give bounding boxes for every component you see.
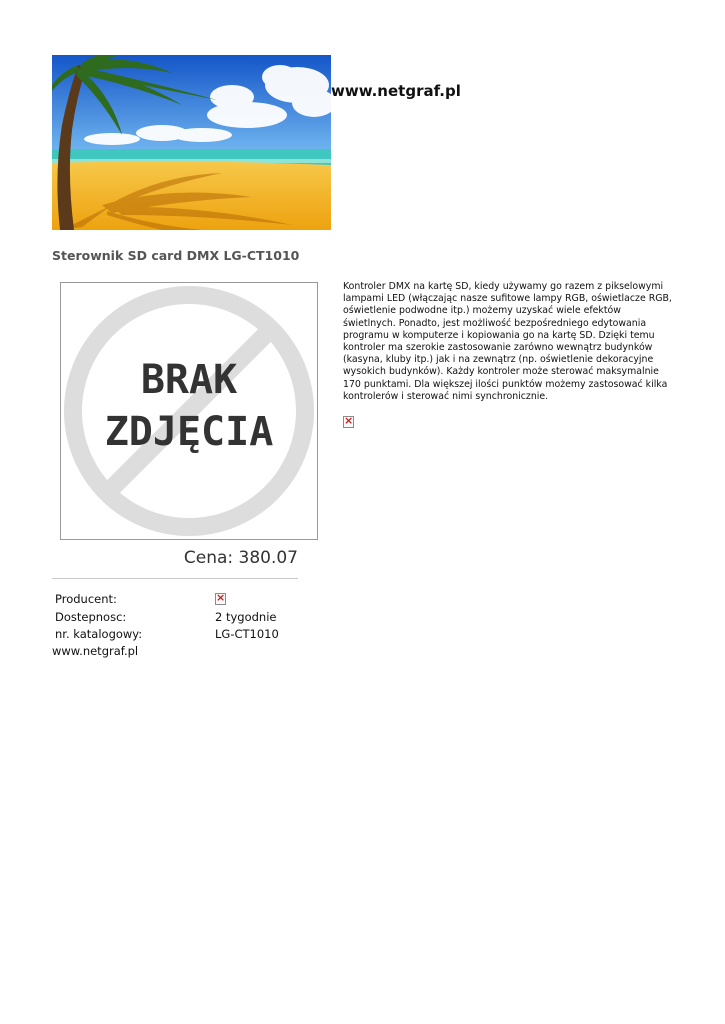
detail-label: nr. katalogowy: [55, 627, 143, 641]
detail-label: Producent: [55, 592, 117, 606]
product-name: Sterownik SD card DMX LG-CT1010 [52, 248, 300, 263]
no-photo-prohibition-icon [61, 283, 317, 539]
product-photo [60, 282, 318, 540]
price-divider [52, 578, 298, 579]
product-description: Kontroler DMX na kartę SD, kiedy używamy go razem z pikselowymi lampami LED (włączając nasze sufitowe lampy RGB, oświetlacze RGB, oświetlenie podwodne itp.) możemy uzyskać wiele efektów świetlnych. Ponadto, jest możliwość bezpośredniego edytowania programu w komputerze i kopiowania go na kartę SD. Dzięki temu kontroler ma szerokie zastosowanie zarówno wewnątrz budynków (kasyna, kluby itp.) jak i na zewnątrz (np. oświetlenie dekoracyjne wysokich budynków). Każdy kontroler może sterować maksymalnie 170 punktami. Dla większej ilości punktów możemy zastosować kilka kontrolerów i sterować nimi synchronicznie. [343, 281, 672, 402]
no-photo-text-line1: BRAK [140, 357, 238, 403]
palm-beach-image [52, 55, 331, 230]
broken-image-icon [343, 416, 354, 428]
no-photo-text-line2: ZDJĘCIA [104, 409, 274, 455]
site-title: www.netgraf.pl [331, 82, 461, 100]
detail-label: Dostepnosc: [55, 609, 127, 624]
banner-image [52, 55, 331, 230]
detail-value: 2 tygodnie [215, 609, 277, 624]
detail-value: LG-CT1010 [215, 627, 279, 641]
footer-site-url: www.netgraf.pl [52, 644, 139, 658]
broken-image-icon [215, 593, 226, 605]
detail-value [215, 592, 226, 607]
price: Cena: 380.07 [183, 548, 298, 568]
